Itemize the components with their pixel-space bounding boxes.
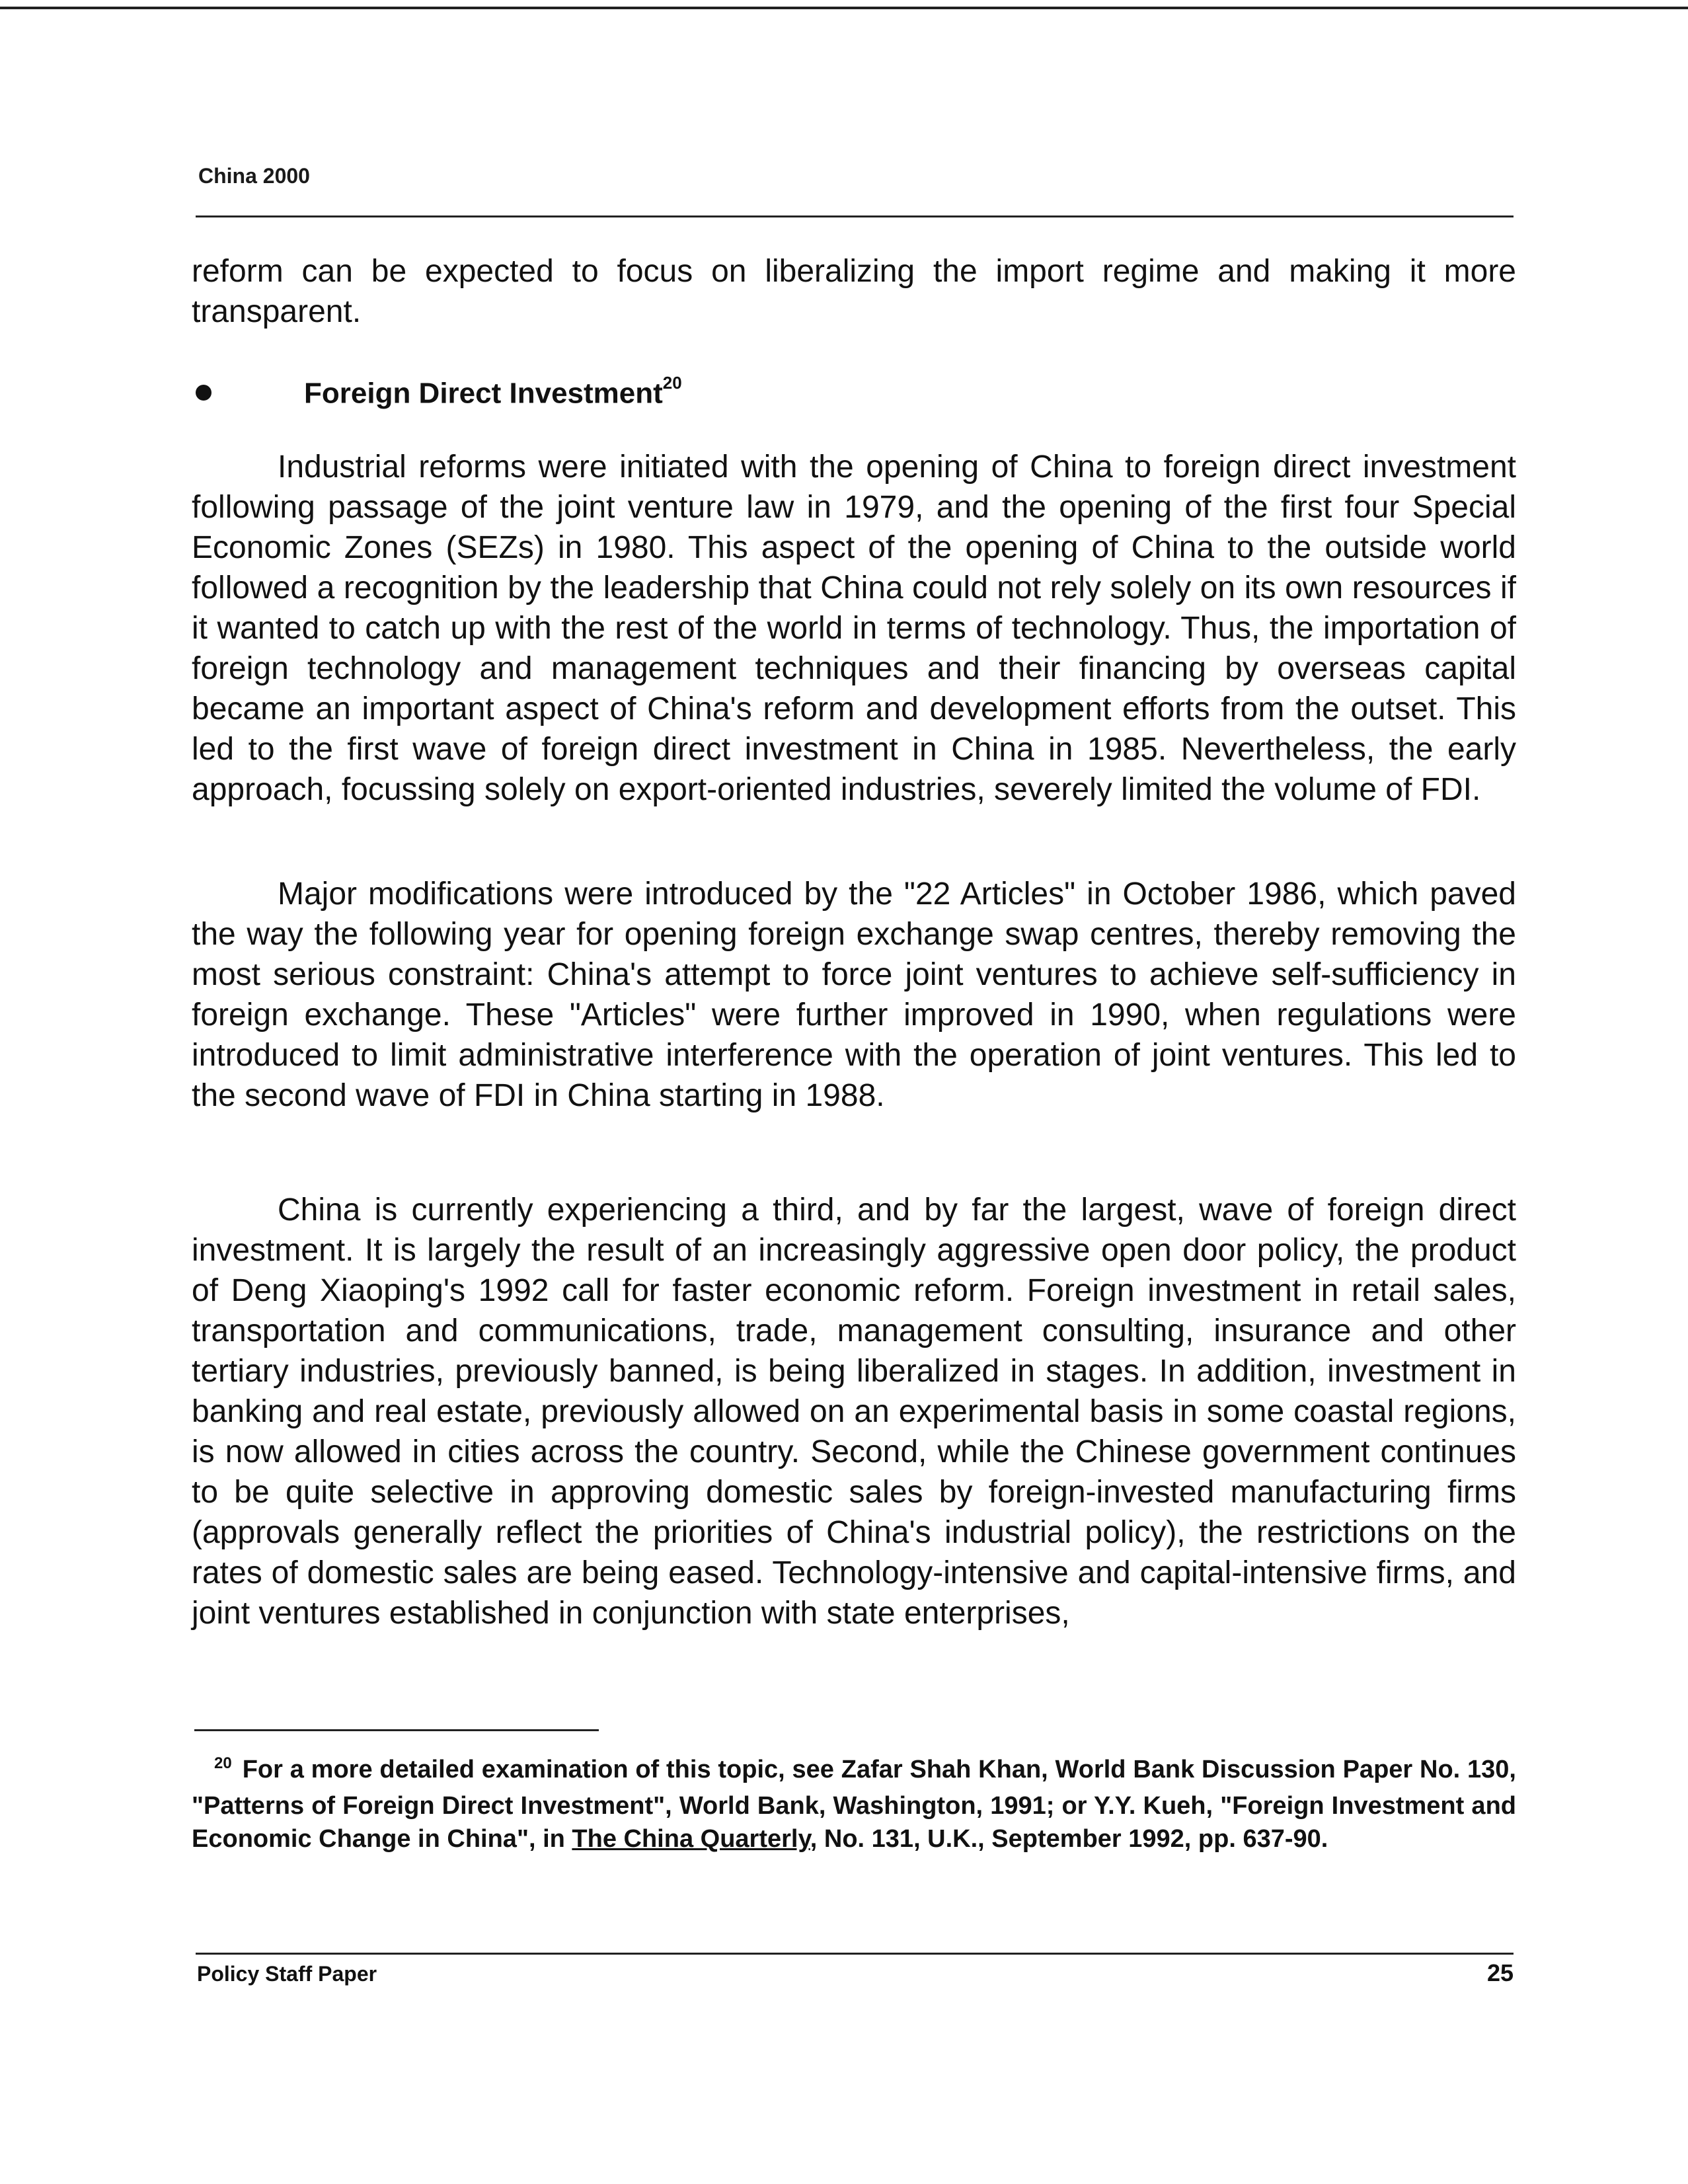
- footer-rule: [196, 1953, 1514, 1955]
- footnote-text-after: , No. 131, U.K., September 1992, pp. 637-90.: [810, 1825, 1328, 1853]
- footnote-separator: [194, 1729, 599, 1731]
- footnote: [192, 1753, 1516, 1855]
- section-heading: [196, 367, 1451, 414]
- intro-paragraph: reform can be expected to focus on liberalizing the import regime and making it more transparent.: [192, 254, 1516, 329]
- footnote-number: 20: [214, 1754, 232, 1772]
- page-number: 25: [1486, 1959, 1514, 1986]
- paragraph-third-wave: China is currently experiencing a third, and by far the largest, wave of foreign direct investment. It is largely the result of an increasingly aggressive open door policy, the product of Deng Xiaoping's 1992 call for faster economic reform. Foreign investment in retail sales, transportation and communications, trade, management consulting, insurance and other tertiary industries, previously banned, is being liberalized in stages. In addition, investment in banking and real estate, previously allowed on an experimental basis in some coastal regions, is now allowed in cities across the country. Second, while the Chinese government continues to be quite selective in approving domestic sales by foreign-invested manufacturing firms (approvals generally reflect the priorities of China's industrial policy), the restrictions on the rates of domestic sales are being eased. Technology-intensive and capital-intensive firms, and joint ventures established in conjunction with state enterprises,: [192, 1192, 1516, 1631]
- footnote-text-before: For a more detailed examination of this topic, see Zafar Shah Khan, World Bank Discussion Paper No. 130, "Patterns of Foreign Direct Investment", World Bank, Washington, 1991; or Y.Y. Kueh, "Foreign Investment and Economic Change in China", in: [192, 1756, 1516, 1853]
- top-border-rule: [0, 7, 1688, 9]
- footnote-reference: 20: [662, 373, 682, 393]
- bullet-icon: [196, 385, 211, 401]
- footnote-journal-title: The China Quarterly: [572, 1825, 810, 1853]
- running-header-title: China 2000: [198, 164, 310, 188]
- paragraph-fdi-history: Industrial reforms were initiated with the opening of China to foreign direct investment following passage of the joint venture law in 1979, and the opening of the first four Special Economic Zones (SEZs) in 1980. This aspect of the opening of China to the outside world followed a recognition by the leadership that China could not rely solely on its own resources if it wanted to catch up with the rest of the world in terms of technology. Thus, the importation of foreign technology and management techniques and their financing by overseas capital became an important aspect of China's reform and development efforts from the outset. This led to the first wave of foreign direct investment in China in 1985. Nevertheless, the early approach, focussing solely on export-oriented industries, severely limited the volume of FDI.: [192, 449, 1516, 807]
- section-title: Foreign Direct Investment: [304, 377, 663, 410]
- paragraph-22-articles: Major modifications were introduced by the "22 Articles" in October 1986, which paved the way the following year for opening foreign exchange swap centres, thereby removing the most serious constraint: China's attempt to force joint ventures to achieve self-sufficiency in foreign exchange. These "Articles" were further improved in 1990, when regulations were introduced to limit administrative interference with the operation of joint ventures. This led to the second wave of FDI in China starting in 1988.: [192, 877, 1516, 1113]
- header-rule: [196, 215, 1514, 217]
- footer-publication: Policy Staff Paper: [197, 1962, 377, 1986]
